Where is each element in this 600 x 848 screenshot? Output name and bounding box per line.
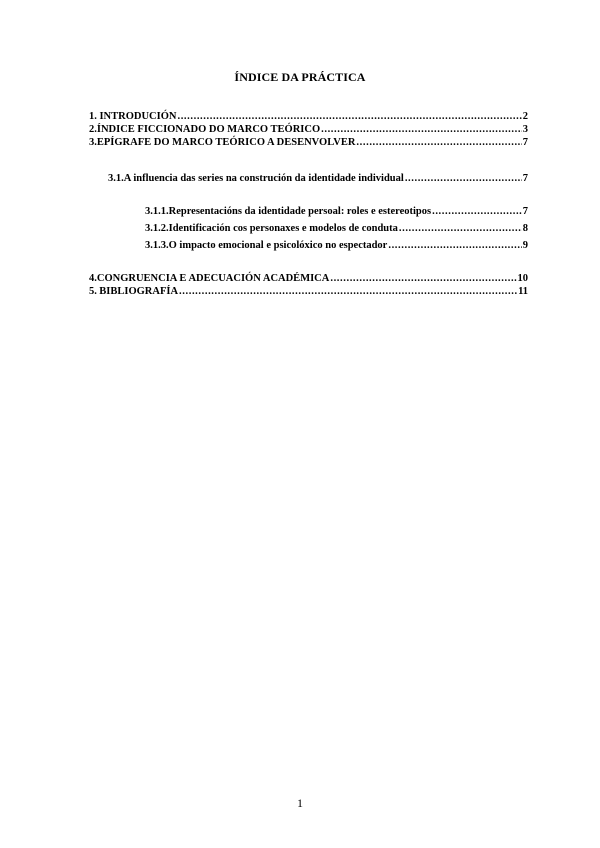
toc-dot-leader (399, 222, 522, 236)
toc-entry-label: CONGRUENCIA E ADECUACIÓN ACADÉMICA (96, 273, 330, 284)
toc-entry-3-1-3[interactable] (145, 239, 528, 253)
toc-entry-label: O impacto emocional e psicolóxico no espectador (168, 240, 388, 251)
toc-entry-congruencia[interactable] (89, 272, 528, 286)
toc-entry-label: BIBLIOGRAFÍA (99, 286, 179, 297)
toc-entry-3-1[interactable] (108, 172, 528, 186)
toc-entry-number: 1. (89, 111, 97, 122)
toc-entry-3-1-2[interactable] (145, 222, 528, 236)
toc-dot-leader (356, 136, 521, 150)
toc-dot-leader (321, 123, 522, 137)
toc-entry-epigrafe[interactable] (89, 136, 528, 150)
toc-entry-number: 2. (89, 124, 97, 135)
toc-entry-page: 11 (518, 286, 528, 297)
toc-entry-label: ÍNDICE FICCIONADO DO MARCO TEÓRICO (96, 124, 321, 135)
toc-entry-number: 3.1. (108, 173, 124, 184)
toc-entry-label: Identificación cos personaxes e modelos de conduta (168, 223, 398, 234)
toc-entry-page: 7 (522, 173, 528, 184)
toc-entry-label: EPÍGRAFE DO MARCO TEÓRICO A DESENVOLVER (96, 137, 356, 148)
toc-dot-leader (330, 272, 516, 286)
toc-entry-number: 3.1.1. (145, 206, 169, 217)
toc-entry-page: 7 (522, 206, 528, 217)
toc-entry-number: 3. (89, 137, 97, 148)
toc-entry-page: 7 (522, 137, 528, 148)
page-title: ÍNDICE DA PRÁCTICA (234, 70, 366, 84)
toc-entry-page: 8 (522, 223, 528, 234)
toc-entry-introducion[interactable] (89, 110, 528, 124)
toc-entry-number: 3.1.2. (145, 223, 169, 234)
toc-entry-page: 9 (522, 240, 528, 251)
toc-entry-label: Representacións da identidade persoal: roles e estereotipos (168, 206, 432, 217)
toc-entry-page: 3 (522, 124, 528, 135)
toc-entry-number: 4. (89, 273, 97, 284)
toc-entry-bibliografia[interactable] (89, 285, 528, 299)
toc-entry-label: INTRODUCIÓN (99, 111, 177, 122)
toc-entry-page: 10 (517, 273, 528, 284)
toc-dot-leader (432, 205, 522, 219)
toc-entry-indice-ficcionado[interactable] (89, 123, 528, 137)
toc-entry-label: A influencia das series na construción da identidade individual (123, 173, 404, 184)
toc-entry-number: 3.1.3. (145, 240, 169, 251)
toc-entry-3-1-1[interactable] (145, 205, 528, 219)
toc-entry-number: 5. (89, 286, 97, 297)
toc-dot-leader (405, 172, 522, 186)
toc-dot-leader (177, 110, 521, 124)
page-number: 1 (297, 796, 303, 810)
toc-dot-leader (388, 239, 521, 253)
toc-dot-leader (179, 285, 517, 299)
toc-entry-page: 2 (522, 111, 528, 122)
